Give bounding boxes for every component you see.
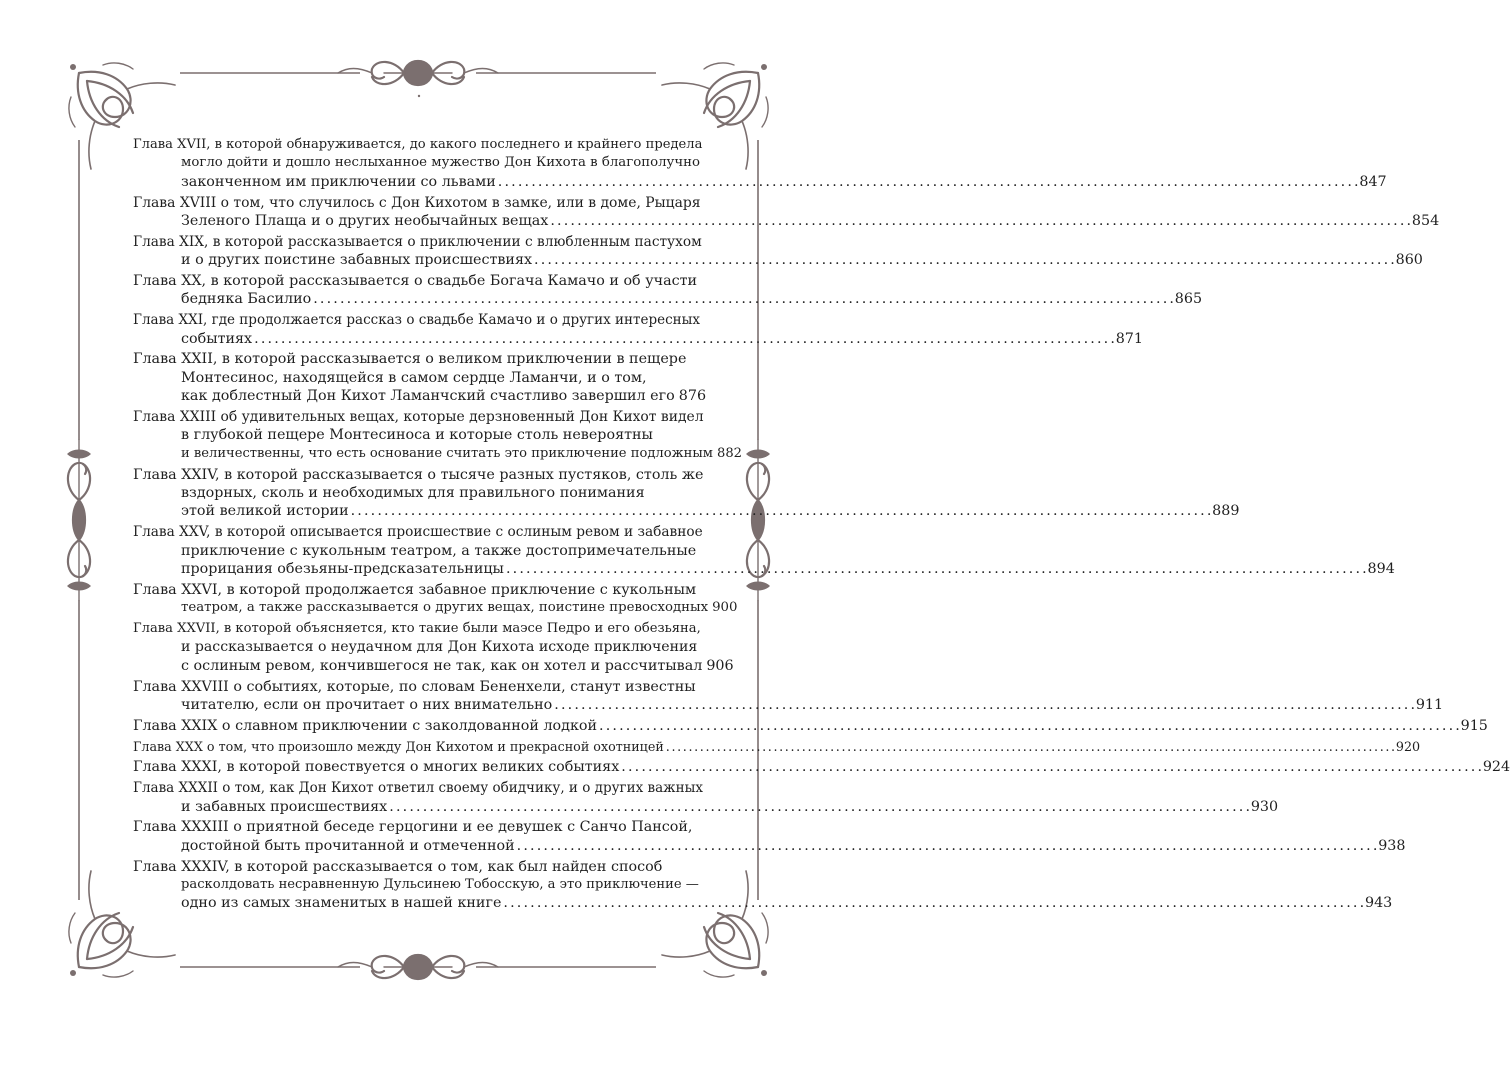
dot-leader: [506, 560, 1366, 578]
toc-entry-line: [133, 560, 1395, 578]
toc-page-number: 900: [712, 600, 738, 616]
toc-entry-line: [133, 657, 734, 675]
toc-page-number: 889: [1212, 503, 1240, 520]
toc-entry-text: бедняка Басилио: [181, 291, 312, 308]
toc-entry-line: [133, 212, 1440, 230]
toc-entry-line: [133, 894, 1393, 912]
toc-entry-line: Глава XXXII о том, как Дон Кихот ответил своему обидчику, и о других важных: [133, 780, 703, 797]
toc-page-number: 943: [1364, 895, 1393, 912]
toc-entry-line: Глава XVIII о том, что случилось с Дон Кихотом в замке, или в доме, Рыцаря: [133, 194, 701, 211]
toc-entry[interactable]: [133, 818, 1406, 855]
toc-entry[interactable]: [133, 408, 742, 463]
toc-entry[interactable]: [133, 738, 1421, 756]
toc-page-number: 865: [1174, 291, 1203, 308]
dot-leader: [313, 290, 1173, 308]
dot-leader: [534, 251, 1394, 269]
toc-page-number: 894: [1367, 561, 1395, 578]
toc-entry[interactable]: [133, 779, 1279, 816]
toc-entry[interactable]: [133, 758, 1510, 776]
toc-entry-text: Глава XXX о том, что произошло между Дон Кихотом и прекрасной охотницей: [133, 738, 664, 754]
toc-entry[interactable]: [133, 523, 1395, 578]
toc-entry-text: законченном им приключении со львами: [181, 173, 496, 190]
toc-entry-text: читателю, если он прочитает о них внимательно: [181, 697, 553, 714]
toc-entry-line: Глава XXII, в которой рассказывается о великом приключении в пещере: [133, 351, 687, 368]
toc-entry[interactable]: [133, 136, 1387, 191]
table-of-contents: [133, 136, 1510, 915]
toc-entry-line: приключение с кукольным театром, а также достопримечательные: [181, 542, 697, 559]
toc-page-number: 854: [1411, 213, 1440, 230]
toc-entry-line: могло дойти и дошло неслыханное мужество Дон Кихота в благополучно: [181, 155, 701, 171]
toc-entry-line: вздорных, сколь и необходимых для правильного понимания: [181, 485, 645, 502]
toc-entry-text: событиях: [181, 330, 253, 347]
toc-entry-line: в глубокой пещере Монтесиноса и которые столь невероятны: [181, 427, 653, 444]
toc-entry-line: [133, 445, 742, 463]
dot-leader: [599, 717, 1459, 735]
toc-entry[interactable]: [133, 311, 1143, 348]
toc-entry-line: Глава XXIV, в которой рассказывается о тысяче разных пустяков, столь же: [133, 466, 704, 483]
toc-entry-line: Глава XVII, в которой обнаруживается, до какого последнего и крайнего предела: [133, 137, 703, 152]
toc-entry-text: с ослиным ревом, кончившегося не так, как он хотел и рассчитывал: [181, 657, 703, 674]
toc-page-number: 847: [1359, 173, 1387, 190]
toc-entry[interactable]: [133, 858, 1393, 913]
toc-entry[interactable]: [133, 350, 707, 405]
toc-entry-line: Глава XXIII об удивительных вещах, которые дерзновенный Дон Кихот видел: [133, 409, 704, 426]
toc-page-number: 876: [678, 388, 707, 405]
toc-entry-text: и забавных происшествиях: [181, 798, 388, 815]
toc-entry-line: [133, 290, 1203, 308]
toc-page-number: 924: [1482, 759, 1510, 776]
toc-page-number: 930: [1250, 798, 1279, 815]
dot-leader: [351, 502, 1211, 520]
toc-entry-line: [133, 696, 1444, 714]
toc-entry-text: и величественны, что есть основание считать это приключение подложным: [181, 445, 713, 461]
toc-entry[interactable]: [133, 678, 1444, 715]
toc-entry[interactable]: [133, 620, 734, 675]
toc-entry-line: [133, 758, 1510, 776]
toc-entry-line: [133, 387, 707, 405]
toc-entry-line: [133, 738, 1421, 756]
dot-leader: [550, 212, 1410, 230]
toc-page-number: 915: [1460, 717, 1488, 734]
dot-leader: [254, 330, 1114, 348]
toc-entry-line: Глава XXVIII о событиях, которые, по словам Бененхели, станут известны: [133, 678, 696, 695]
toc-entry-line: [133, 717, 1488, 735]
dot-leader: [621, 758, 1481, 776]
toc-entry-line: Глава XX, в которой рассказывается о свадьбе Богача Камачо и об участи: [133, 273, 698, 290]
toc-entry-line: Монтесинос, находящейся в самом сердце Ламанчи, и о том,: [181, 369, 647, 386]
toc-entry-text: прорицания обезьяны-предсказательницы: [181, 561, 504, 578]
toc-entry-line: [133, 798, 1279, 816]
toc-entry[interactable]: [133, 233, 1423, 270]
toc-entry-line: и рассказывается о неудачном для Дон Кихота исходе приключения: [181, 639, 698, 656]
toc-entry-line: Глава XIX, в которой рассказывается о приключении с влюбленным пастухом: [133, 233, 702, 250]
toc-entry-line: [133, 330, 1143, 348]
toc-page-number: 920: [1395, 738, 1421, 754]
toc-entry-line: Глава XXXIII о приятной беседе герцогини и ее девушек с Санчо Пансой,: [133, 819, 693, 836]
dot-leader: [517, 837, 1377, 855]
dot-leader: [498, 173, 1358, 191]
toc-entry-text: Глава XXXI, в которой повествуется о многих великих событиях: [133, 759, 620, 776]
toc-entry-line: [133, 837, 1406, 855]
dot-leader: [666, 738, 1394, 756]
toc-entry-text: Глава XXIX о славном приключении с заколдованной лодкой: [133, 717, 598, 734]
dot-leader: [503, 894, 1363, 912]
toc-entry[interactable]: [133, 194, 1440, 231]
toc-entry-line: [133, 173, 1387, 191]
toc-page-number: 860: [1395, 252, 1423, 269]
toc-page-number: 871: [1115, 330, 1143, 347]
toc-entry[interactable]: [133, 466, 1240, 521]
toc-entry[interactable]: [133, 581, 738, 618]
toc-entry-text: достойной быть прочитанной и отмеченной: [181, 837, 515, 854]
toc-entry-line: [133, 502, 1240, 520]
toc-page-number: 911: [1415, 697, 1444, 714]
toc-entry-line: Глава XXI, где продолжается рассказ о свадьбе Камачо и о других интересных: [133, 312, 701, 329]
toc-entry-text: театром, а также рассказывается о других вещах, поистине превосходных: [181, 600, 709, 616]
toc-entry-line: [133, 251, 1423, 269]
toc-page-number: 938: [1378, 837, 1406, 854]
toc-entry-line: Глава XXXIV, в которой рассказывается о том, как был найден способ: [133, 858, 663, 875]
dot-leader: [554, 696, 1414, 714]
toc-entry-text: и о других поистине забавных происшествиях: [181, 252, 533, 269]
toc-entry-line: расколдовать несравненную Дульсинею Тобосскую, а это приключение —: [181, 877, 699, 893]
dot-leader: [389, 798, 1249, 816]
toc-entry-text: одно из самых знаменитых в нашей книге: [181, 895, 502, 912]
toc-entry[interactable]: [133, 272, 1203, 309]
toc-entry-line: Глава XXVII, в которой объясняется, кто такие были маэсе Педро и его обезьяна,: [133, 621, 701, 637]
toc-entry-text: как доблестный Дон Кихот Ламанчский счастливо завершил его: [181, 388, 675, 405]
toc-entry[interactable]: [133, 717, 1488, 735]
toc-entry-line: Глава XXVI, в которой продолжается забавное приключение с кукольным: [133, 581, 697, 598]
toc-entry-line: [133, 599, 738, 617]
toc-entry-text: этой великой истории: [181, 503, 349, 520]
toc-page-number: 906: [706, 657, 734, 674]
toc-entry-line: Глава XXV, в которой описывается происшествие с ослиным ревом и забавное: [133, 524, 703, 541]
toc-entry-text: Зеленого Плаща и о других необычайных вещах: [181, 213, 549, 230]
toc-page-number: 882: [716, 445, 742, 461]
